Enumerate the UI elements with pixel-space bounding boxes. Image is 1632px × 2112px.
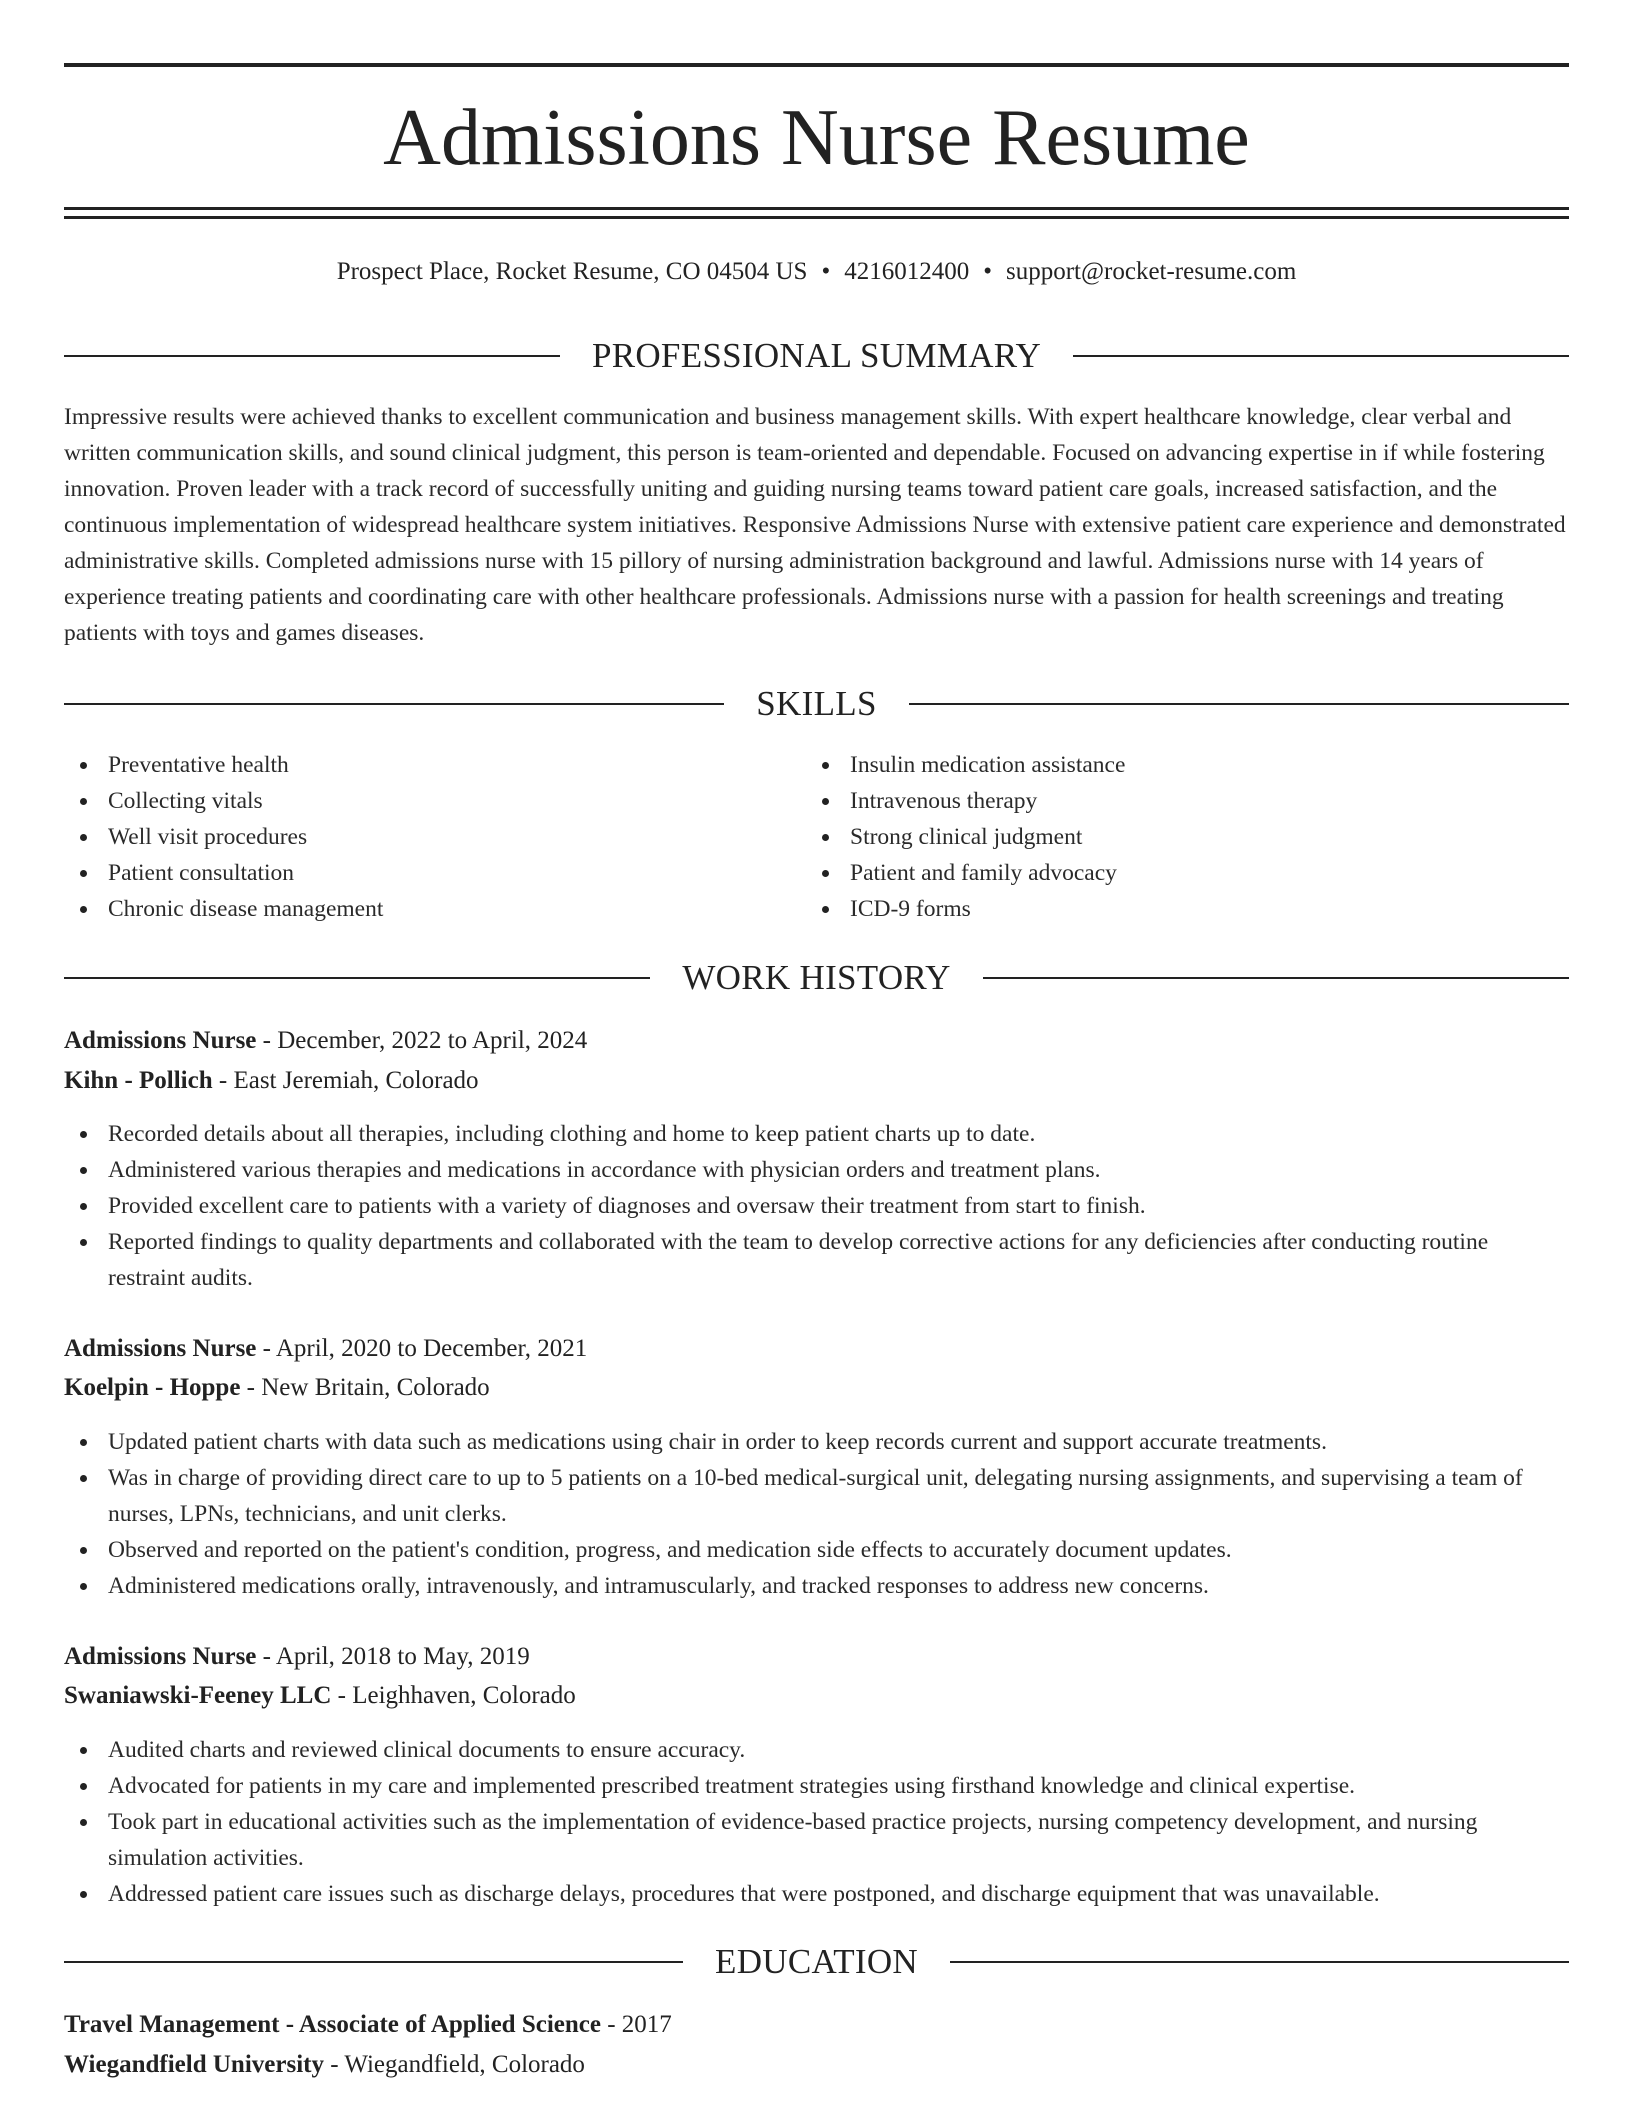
work-heading-row <box>64 955 1569 1001</box>
contact-email: support@rocket-resume.com <box>1006 258 1297 285</box>
summary-heading-row <box>64 333 1569 379</box>
job-company: Koelpin - Hoppe <box>64 1374 241 1401</box>
skill-item: Patient and family advocacy <box>806 855 1125 891</box>
contact-line <box>64 252 1569 292</box>
skill-item: Insulin medication assistance <box>806 747 1125 783</box>
skills-heading: SKILLS <box>756 684 877 723</box>
resume-title: Admissions Nurse Resume <box>383 94 1250 182</box>
education-heading: EDUCATION <box>715 1942 918 1981</box>
job-bullet: Provided excellent care to patients with a variety of diagnoses and oversaw their treatment from start to finish. <box>64 1188 1569 1224</box>
job-dates: - April, 2018 to May, 2019 <box>256 1643 530 1670</box>
skill-item: Preventative health <box>64 747 383 783</box>
education-school-line <box>64 2045 1569 2085</box>
job-title: Admissions Nurse <box>64 1027 257 1054</box>
heading-line <box>909 703 1569 705</box>
skill-item: Strong clinical judgment <box>806 819 1125 855</box>
job-bullet: Addressed patient care issues such as discharge delays, procedures that were postponed, and discharge equipment that was unavailable. <box>64 1876 1569 1912</box>
job-bullet: Reported findings to quality departments and collaborated with the team to develop corrective actions for any deficiencies after conducting routine restraint audits. <box>64 1224 1569 1296</box>
work-heading: WORK HISTORY <box>682 958 951 997</box>
heading-line <box>983 977 1569 979</box>
summary-text: Impressive results were achieved thanks to excellent communication and business management skills. With expert healthcare knowledge, clear verbal and written communication skills, and sound clinical judgment, this person is team-oriented and dependable. Focused on advancing expertise in if while fostering innovation. Proven leader with a track record of successfully uniting and guiding nursing teams toward patient care goals, increased satisfaction, and the continuous implementation of widespread healthcare system initiatives. Responsive Admissions Nurse with extensive patient care experience and demonstrated administrative skills. Completed admissions nurse with 15 pillory of nursing administration background and lawful. Admissions nurse with 14 years of experience treating patients and coordinating care with other healthcare professionals. Admissions nurse with a passion for health screenings and treating patients with toys and games diseases. <box>64 404 1566 646</box>
title-rule-lower <box>64 216 1569 219</box>
job-bullet: Administered medications orally, intravenously, and intramuscularly, and tracked responses to address new concerns. <box>64 1568 1569 1604</box>
job-bullet: Administered various therapies and medications in accordance with physician orders and treatment plans. <box>64 1152 1569 1188</box>
job-bullet: Took part in educational activities such as the implementation of evidence-based practice projects, nursing competency development, and nursing simulation activities. <box>64 1804 1569 1876</box>
skill-item: Collecting vitals <box>64 783 383 819</box>
job-company-line <box>64 1368 1569 1408</box>
job-bullet: Advocated for patients in my care and implemented prescribed treatment strategies using firsthand knowledge and clinical expertise. <box>64 1768 1569 1804</box>
skill-item: Well visit procedures <box>64 819 383 855</box>
heading-line <box>950 1961 1569 1963</box>
job-company-line <box>64 1061 1569 1101</box>
job-title-line <box>64 1637 1569 1677</box>
top-rule <box>64 63 1569 67</box>
education-heading-row <box>64 1939 1569 1985</box>
heading-line <box>64 977 650 979</box>
education-degree: Travel Management - Associate of Applied Science <box>64 2011 601 2038</box>
job-company: Kihn - Pollich <box>64 1067 213 1094</box>
job-dates: - April, 2020 to December, 2021 <box>256 1335 588 1362</box>
summary-heading: PROFESSIONAL SUMMARY <box>591 336 1042 375</box>
contact-separator: • <box>983 258 992 285</box>
job-location: - East Jeremiah, Colorado <box>212 1067 479 1094</box>
education-year: - 2017 <box>600 2011 672 2038</box>
education-school: Wiegandfield University <box>64 2051 324 2078</box>
job-location: - Leighhaven, Colorado <box>331 1682 576 1709</box>
job-bullet: Updated patient charts with data such as medications using chair in order to keep records current and support accurate treatments. <box>64 1424 1569 1460</box>
education-location: - Wiegandfield, Colorado <box>323 2051 585 2078</box>
contact-address: Prospect Place, Rocket Resume, CO 04504 US <box>336 258 808 285</box>
job-company-line <box>64 1676 1569 1716</box>
job-bullet: Observed and reported on the patient's condition, progress, and medication side effects to accurately document updates. <box>64 1532 1569 1568</box>
job-bullets <box>64 1116 1569 1296</box>
job-dates: - December, 2022 to April, 2024 <box>256 1027 588 1054</box>
job-company: Swaniawski-Feeney LLC <box>64 1682 332 1709</box>
job-title-line <box>64 1021 1569 1061</box>
job-bullets <box>64 1424 1569 1604</box>
title-rule-upper <box>64 207 1569 210</box>
heading-line <box>64 355 560 357</box>
contact-separator: • <box>821 258 831 285</box>
job-title: Admissions Nurse <box>64 1643 257 1670</box>
job-location: - New Britain, Colorado <box>240 1374 490 1401</box>
heading-line <box>1073 355 1569 357</box>
contact-phone: 4216012400 <box>844 258 970 285</box>
skill-item: Chronic disease management <box>64 891 383 927</box>
skill-item: ICD-9 forms <box>806 891 1125 927</box>
skills-heading-row <box>64 681 1569 727</box>
job-bullet: Audited charts and reviewed clinical documents to ensure accuracy. <box>64 1732 1569 1768</box>
job-bullets <box>64 1732 1569 1912</box>
skill-item: Intravenous therapy <box>806 783 1125 819</box>
job-title: Admissions Nurse <box>64 1335 257 1362</box>
job-bullet: Was in charge of providing direct care to up to 5 patients on a 10-bed medical-surgical unit, delegating nursing assignments, and supervising a team of nurses, LPNs, technicians, and unit clerks. <box>64 1460 1569 1532</box>
skills-column-right <box>806 747 1125 927</box>
job-bullet: Recorded details about all therapies, including clothing and home to keep patient charts up to date. <box>64 1116 1569 1152</box>
heading-line <box>64 1961 683 1963</box>
skills-column-left <box>64 747 383 927</box>
skill-item: Patient consultation <box>64 855 383 891</box>
job-title-line <box>64 1329 1569 1369</box>
heading-line <box>64 703 724 705</box>
education-degree-line <box>64 2005 1569 2045</box>
